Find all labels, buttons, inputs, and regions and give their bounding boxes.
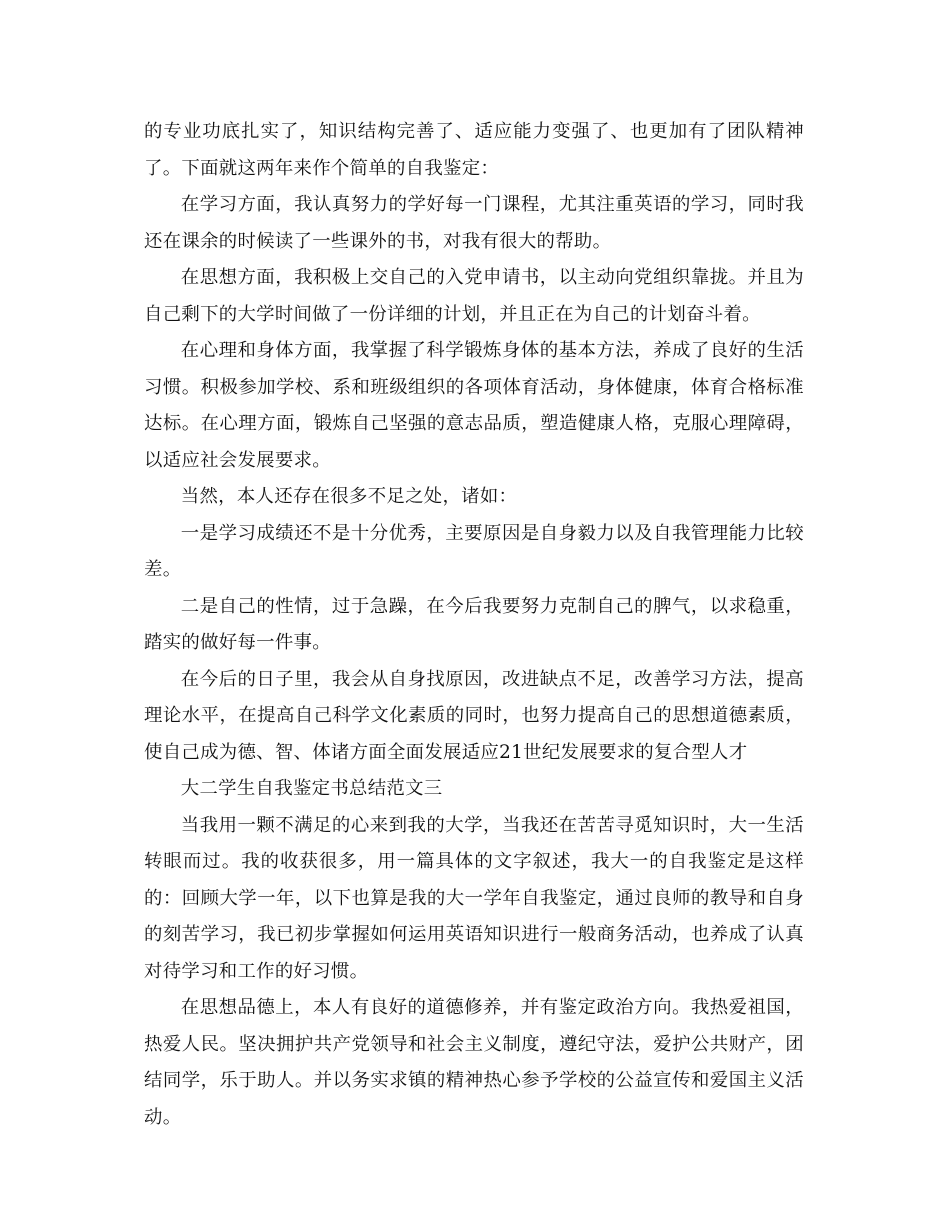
paragraph: 的专业功底扎实了，知识结构完善了、适应能力变强了、也更加有了团队精神了。下面就这两年来作个简单的自我鉴定： xyxy=(144,121,804,179)
paragraph: 在今后的日子里，我会从自身找原因，改进缺点不足，改善学习方法，提高理论水平，在提高自己科学文化素质的同时，也努力提高自己的思想道德素质，使自己成为德、智、体诸方面全面发展适应21世纪发展要求的复合型人才 xyxy=(144,668,804,763)
paragraph: 二是自己的性情，过于急躁，在今后我要努力克制自己的脾气，以求稳重，踏实的做好每一件事。 xyxy=(144,595,804,653)
section-heading: 大二学生自我鉴定书总结范文三 xyxy=(180,778,443,799)
paragraph: 一是学习成绩还不是十分优秀，主要原因是自身毅力以及自我管理能力比较差。 xyxy=(144,522,804,580)
paragraph: 在思想品德上，本人有良好的道德修养，并有鉴定政治方向。我热爱祖国，热爱人民。坚决拥护共产党领导和社会主义制度，遵纪守法，爱护公共财产，团结同学，乐于助人。并以务实求镇的精神热心参予学校的公益宣传和爱国主义活动。 xyxy=(144,997,804,1128)
document-body xyxy=(144,114,804,1136)
paragraph: 当我用一颗不满足的心来到我的大学，当我还在苦苦寻觅知识时，大一生活转眼而过。我的收获很多，用一篇具体的文字叙述，我大一的自我鉴定是这样的：回顾大学一年，以下也算是我的大一学年自我鉴定，通过良师的教导和自身的刻苦学习，我已初步掌握如何运用英语知识进行一般商务活动，也养成了认真对待学习和工作的好习惯。 xyxy=(144,814,804,982)
paragraph: 在学习方面，我认真努力的学好每一门课程，尤其注重英语的学习，同时我还在课余的时候读了一些课外的书，对我有很大的帮助。 xyxy=(144,194,804,252)
paragraph: 在心理和身体方面，我掌握了科学锻炼身体的基本方法，养成了良好的生活习惯。积极参加学校、系和班级组织的各项体育活动，身体健康，体育合格标准达标。在心理方面，锻炼自己坚强的意志品质，塑造健康人格，克服心理障碍，以适应社会发展要求。 xyxy=(144,340,804,471)
paragraph: 在思想方面，我积极上交自己的入党申请书，以主动向党组织靠拢。并且为自己剩下的大学时间做了一份详细的计划，并且正在为自己的计划奋斗着。 xyxy=(144,267,804,325)
paragraph: 当然，本人还存在很多不足之处，诸如： xyxy=(180,486,518,507)
